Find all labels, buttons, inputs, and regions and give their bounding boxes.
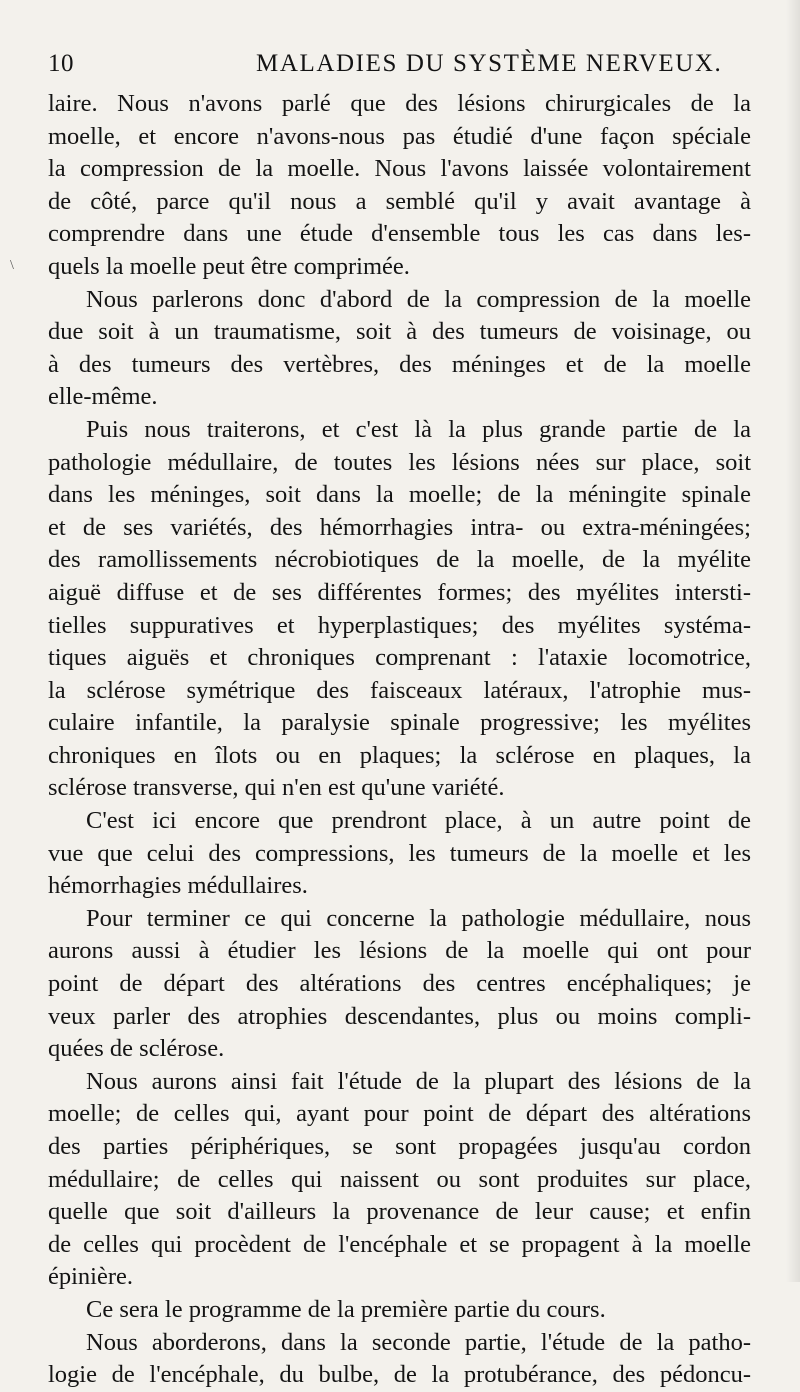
text-line: dans les méninges, soit dans la moelle; de la méningite spinale bbox=[48, 481, 751, 509]
text-line: Nous parlerons donc d'abord de la compression de la moelle bbox=[86, 285, 751, 313]
text-line: due soit à un traumatisme, soit à des tumeurs de voisinage, ou bbox=[48, 318, 751, 346]
text-line: quelle que soit d'ailleurs la provenance de leur cause; et enfin bbox=[48, 1198, 751, 1226]
text-line: Puis nous traiterons, et c'est là la plus grande partie de la bbox=[86, 415, 751, 443]
text-line: sclérose transverse, qui n'en est qu'une variété. bbox=[48, 774, 505, 802]
text-line: de celles qui procèdent de l'encéphale et se propagent à la moelle bbox=[48, 1230, 751, 1258]
text-line: Pour terminer ce qui concerne la pathologie médullaire, nous bbox=[86, 904, 751, 932]
text-line: médullaire; de celles qui naissent ou sont produites sur place, bbox=[48, 1165, 751, 1193]
text-line: la sclérose symétrique des faisceaux latéraux, l'atrophie mus- bbox=[48, 676, 751, 704]
text-line: Ce sera le programme de la première partie du cours. bbox=[86, 1295, 606, 1323]
text-line: tiques aiguës et chroniques comprenant : l'ataxie locomotrice, bbox=[48, 644, 751, 672]
text-line: Nous aborderons, dans la seconde partie, l'étude de la patho- bbox=[86, 1328, 751, 1356]
text-line: hémorrhagies médullaires. bbox=[48, 872, 308, 900]
text-line: culaire infantile, la paralysie spinale progressive; les myélites bbox=[48, 709, 751, 737]
text-line: aurons aussi à étudier les lésions de la moelle qui ont pour bbox=[48, 937, 751, 965]
body-text bbox=[48, 88, 751, 1392]
page-number: 10 bbox=[48, 50, 74, 77]
text-line: pathologie médullaire, de toutes les lésions nées sur place, soit bbox=[48, 448, 751, 476]
text-line: et de ses variétés, des hémorrhagies intra- ou extra-méningées; bbox=[48, 513, 751, 541]
text-line: veux parler des atrophies descendantes, plus ou moins compli- bbox=[48, 1002, 751, 1030]
text-line: laire. Nous n'avons parlé que des lésions chirurgicales de la bbox=[48, 90, 751, 117]
running-title: MALADIES DU SYSTÈME NERVEUX. bbox=[256, 50, 723, 77]
text-line: quels la moelle peut être comprimée. bbox=[48, 252, 410, 280]
text-line: logie de l'encéphale, du bulbe, de la protubérance, des pédoncu- bbox=[48, 1361, 751, 1389]
text-line: moelle; de celles qui, ayant pour point de départ des altérations bbox=[48, 1100, 751, 1128]
text-line: comprendre dans une étude d'ensemble tous les cas dans les- bbox=[48, 220, 751, 248]
text-line: vue que celui des compressions, les tumeurs de la moelle et les bbox=[48, 839, 751, 867]
text-line: moelle, et encore n'avons-nous pas étudié d'une façon spéciale bbox=[48, 122, 751, 150]
text-line: point de départ des altérations des centres encéphaliques; je bbox=[48, 970, 751, 998]
text-line: C'est ici encore que prendront place, à un autre point de bbox=[86, 807, 751, 835]
text-line: tielles suppuratives et hyperplastiques; des myélites systéma- bbox=[48, 611, 751, 639]
text-line: à des tumeurs des vertèbres, des méninges et de la moelle bbox=[48, 350, 751, 378]
text-line: aiguë diffuse et de ses différentes formes; des myélites intersti- bbox=[48, 578, 751, 606]
text-line: la compression de la moelle. Nous l'avons laissée volontairement bbox=[48, 155, 751, 183]
text-line: Nous aurons ainsi fait l'étude de la plupart des lésions de la bbox=[86, 1067, 751, 1095]
text-line: des parties périphériques, se sont propagées jusqu'au cordon bbox=[48, 1133, 751, 1160]
text-line: des ramollissements nécrobiotiques de la moelle, de la myélite bbox=[48, 546, 751, 574]
text-line: de côté, parce qu'il nous a semblé qu'il y avait avantage à bbox=[48, 187, 751, 215]
text-line: chroniques en îlots ou en plaques; la sclérose en plaques, la bbox=[48, 741, 751, 769]
page-edge-shadow bbox=[786, 0, 800, 1282]
text-line: quées de sclérose. bbox=[48, 1035, 225, 1063]
text-line: épinière. bbox=[48, 1263, 134, 1291]
running-header bbox=[48, 50, 748, 84]
text-line: elle-même. bbox=[48, 383, 158, 411]
margin-mark: \ bbox=[10, 258, 14, 273]
